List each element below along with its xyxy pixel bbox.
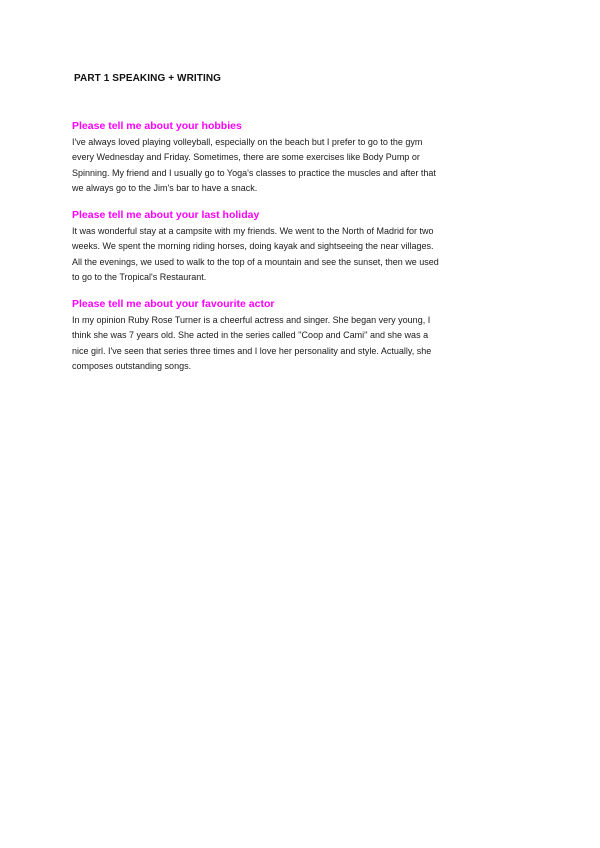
section-holiday [72, 209, 534, 286]
section-body-holiday: It was wonderful stay at a campsite with my friends. We went to the North of Madrid for two weeks. We spent the morning riding horses, doing kayak and sightseeing the near villages. All the evenings, we used to walk to the top of a mountain and see the sunset, then we used to go to the Tropical's Restaurant. [72, 226, 439, 283]
section-actor [72, 298, 534, 375]
section-heading-hobbies: Please tell me about your hobbies [72, 120, 242, 132]
section-body-hobbies: I've always loved playing volleyball, especially on the beach but I prefer to go to the gym every Wednesday and Friday. Sometimes, there are some exercises like Body Pump or Spinning. My friend and I usually go to Yoga's classes to practice the muscles and after that we always go to the Jim's bar to have a snack. [72, 137, 436, 194]
section-heading-holiday: Please tell me about your last holiday [72, 209, 260, 221]
section-heading-actor: Please tell me about your favourite actor [72, 298, 275, 310]
section-body-actor: In my opinion Ruby Rose Turner is a cheerful actress and singer. She began very young, I think she was 7 years old. She acted in the series called ''Coop and Cami'' and she was a nice girl. I've seen that series three times and I love her personality and style. Actually, she composes outstanding songs. [72, 315, 432, 372]
section-hobbies [72, 120, 534, 197]
document-title: PART 1 SPEAKING + WRITING [74, 73, 222, 84]
